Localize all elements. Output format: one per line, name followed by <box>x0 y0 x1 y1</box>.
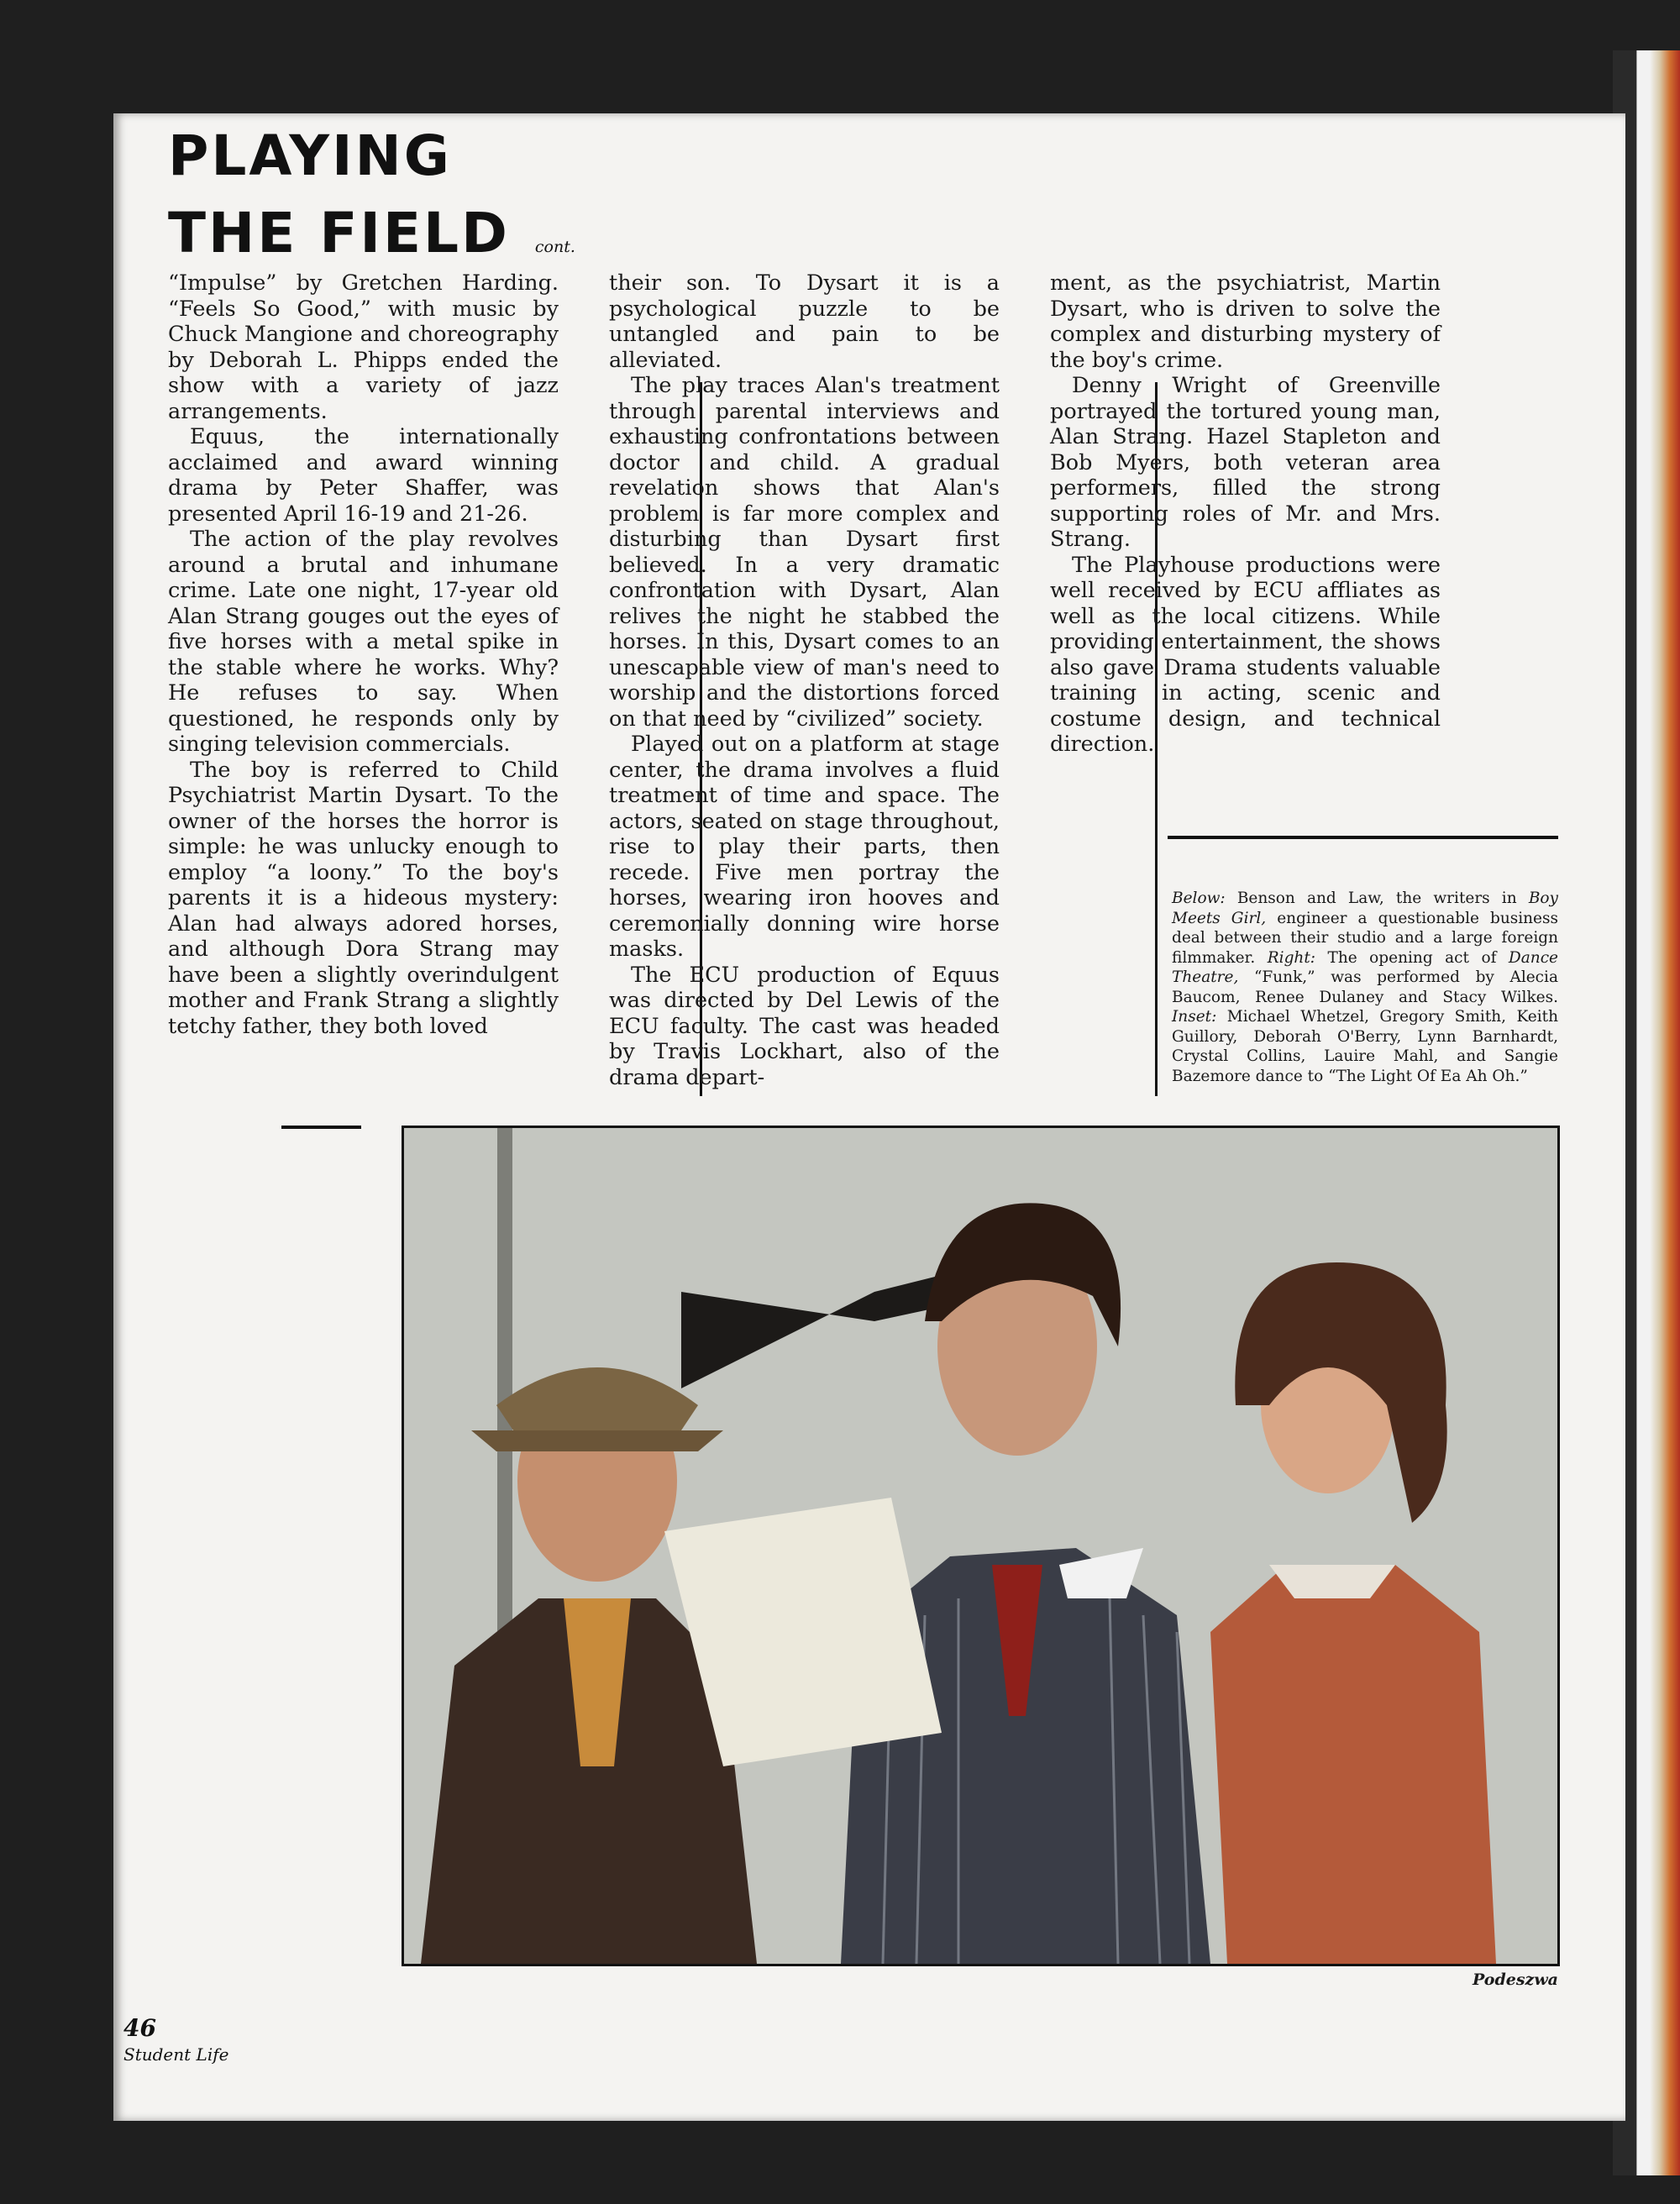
continued-label: cont. <box>534 238 575 256</box>
paragraph: Played out on a platform at stage center, the drama involves a fluid treatment of time and space. The actors, seated on stage throughout, rise to play their parts, then recede. Five men portray the horses, wearing iron hooves and ceremonially donning wire horse masks. <box>609 732 1000 962</box>
caption-below-label: Below: <box>1172 889 1226 907</box>
caption-text: Michael Whetzel, Gregory Smith, Keith Guillory, Deborah O'Berry, Lynn Barnhardt, Crystal Collins, Lauire Mahl, and Sangie Bazemore dance to “The Light Of Ea Ah Oh.” <box>1172 1008 1558 1085</box>
paragraph: The play traces Alan's treatment through parental interviews and exhausting confrontations between doctor and child. A gradual revelation shows that Alan's problem is far more complex and disturbing than Dysart first believed. In a very dramatic confrontation with Dysart, Alan relives the night he stabbed the horses. In this, Dysart comes to an unescapable view of man's need to worship and the distortions forced on that need by “civilized” society. <box>609 373 1000 732</box>
paragraph: The action of the play revolves around a brutal and inhumane crime. Late one night, 17-year old Alan Strang gouges out the eyes of five horses with a metal spike in the stable where he works. Why? He refuses to say. When questioned, he responds only by singing television commercials. <box>168 527 559 757</box>
caption-inset-label: Inset: <box>1172 1008 1217 1026</box>
paragraph: ment, as the psychiatrist, Martin Dysart, who is driven to solve the complex and disturbing mystery of the boy's crime. <box>1050 270 1441 373</box>
paragraph: Denny Wright of Greenville portrayed the tortured young man, Alan Strang. Hazel Stapleton and Bob Myers, both veteran area performers, filled the strong supporting roles of Mr. and Mrs. Strang. <box>1050 373 1441 552</box>
column-end-rule <box>281 1126 361 1129</box>
caption-right-label: Right: <box>1267 948 1315 967</box>
article-title <box>168 118 575 286</box>
title-line-1: PLAYING <box>168 123 452 188</box>
caption-text: engineer a questionable business deal between their studio and a large foreign filmmaker. <box>1172 909 1558 967</box>
caption-show-title: Dance Theatre, <box>1172 948 1559 986</box>
stage-photo-illustration <box>404 1128 1557 1964</box>
photo-credit: Podeszwa <box>1473 1970 1558 1989</box>
text-column-1 <box>168 270 559 1039</box>
photo-caption <box>1172 889 1558 1086</box>
paragraph: their son. To Dysart it is a psychological puzzle to be untangled and pain to be alleviated. <box>609 270 1000 373</box>
section-label: Student Life <box>123 2044 229 2065</box>
text-column-2 <box>609 270 1000 1090</box>
caption-text: “Funk,” was performed by Alecia Baucom, Renee Dulaney and Stacy Wilkes. <box>1172 968 1558 1006</box>
paragraph: “Impulse” by Gretchen Harding. “Feels So Good,” with music by Chuck Mangione and choreography by Deborah L. Phipps ended the show with a variety of jazz arrangements. <box>168 270 559 424</box>
paragraph: The Playhouse productions were well received by ECU affliates as well as the local citizens. While providing entertainment, the shows also gave Drama students valuable training in acting, scenic and costume design, and technical direction. <box>1050 552 1441 757</box>
text-column-3 <box>1050 270 1441 758</box>
paragraph: The ECU production of Equus was directed by Del Lewis of the ECU faculty. The cast was headed by Travis Lockhart, also of the drama depart- <box>609 962 1000 1090</box>
paragraph: The boy is referred to Child Psychiatrist Martin Dysart. To the owner of the horses the horror is simple: he was unlucky enough to employ “a loony.” To the boy's parents it is a hideous mystery: Alan had always adored horses, and although Dora Strang may have been a slightly overindulgent mother and Frank Strang a slightly tetchy father, they both loved <box>168 757 559 1039</box>
title-line-2: THE FIELD <box>168 201 510 265</box>
stage-photo <box>402 1126 1560 1966</box>
page-number: 46 <box>123 2014 156 2042</box>
caption-text: Benson and Law, the writers in <box>1236 889 1517 907</box>
caption-text: The opening act of <box>1327 948 1497 967</box>
caption-show-title: Boy Meets Girl, <box>1172 889 1558 927</box>
paragraph: Equus, the internationally acclaimed and award winning drama by Peter Shaffer, was presented April 16-19 and 21-26. <box>168 424 559 527</box>
caption-divider <box>1168 836 1558 839</box>
